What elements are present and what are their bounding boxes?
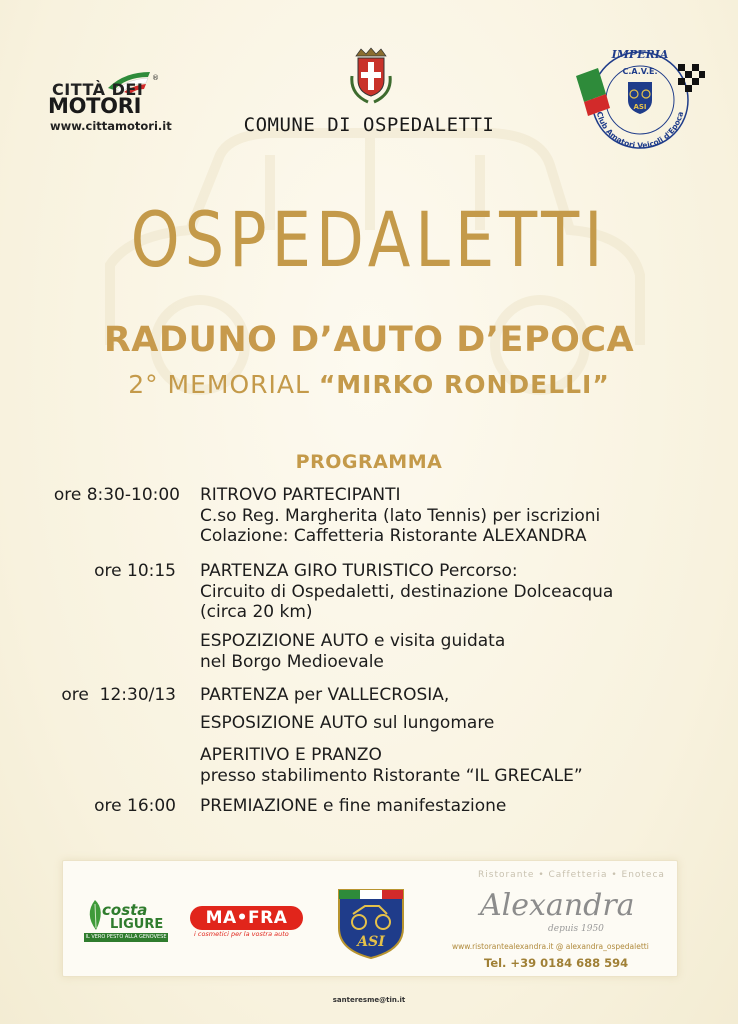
mafra-logo <box>190 906 305 940</box>
alexandra-since: depuis 1950 <box>548 924 604 934</box>
asi-shield-logo <box>335 884 407 960</box>
alexandra-services: Ristorante • Caffetteria • Enoteca <box>478 870 665 880</box>
ospedaletti-crest-icon <box>346 46 396 106</box>
event-subtitle: RADUNO D’AUTO D’EPOCA <box>103 320 635 360</box>
schedule-description <box>200 685 700 706</box>
cave-club-logo <box>574 42 706 162</box>
asi-label: ASI <box>357 934 385 950</box>
comune-title: COMUNE DI OSPEDALETTI <box>243 114 495 136</box>
alexandra-web: www.ristorantealexandra.it @ alexandra_ospedaletti <box>452 942 649 951</box>
event-main-title: OSPEDALETTI <box>130 195 608 284</box>
motori-label: MOTORI <box>48 94 142 118</box>
schedule-time: ore 12:30/13 <box>61 685 176 705</box>
schedule-line: ESPOZIZIONE AUTO e visita guidata <box>200 631 506 651</box>
schedule-description <box>200 631 700 672</box>
schedule-time: ore 10:15 <box>94 561 176 581</box>
schedule-line: C.so Reg. Margherita (lato Tennis) per iscrizioni <box>200 505 601 526</box>
schedule-line: PARTENZA GIRO TURISTICO Percorso: <box>200 561 518 581</box>
schedule-line: Colazione: Caffetteria Ristorante ALEXANDRA <box>200 526 587 546</box>
schedule-description <box>200 713 700 734</box>
citta-dei-label: CITTÀ DEI <box>52 80 144 99</box>
alexandra-name: Alexandra <box>480 888 635 923</box>
mafra-name: MA•FRA <box>190 906 303 930</box>
programma-heading: PROGRAMMA <box>295 451 443 473</box>
schedule-line: RITROVO PARTECIPANTI <box>200 485 401 505</box>
ligure-label: LIGURE <box>110 917 164 932</box>
schedule-time: ore 16:00 <box>94 796 176 816</box>
schedule-line: ESPOSIZIONE AUTO sul lungomare <box>200 713 495 733</box>
club-arc-label: Club Amatori Veicoli d'Epoca <box>594 110 686 151</box>
svg-text:Club Amatori Veicoli d'Epoca <box>595 111 685 150</box>
schedule-line: Circuito di Ospedaletti, destinazione Dolceacqua <box>200 581 614 602</box>
costa-label: costa <box>102 901 148 919</box>
citta-motori-url: www.cittamotori.it <box>50 119 172 133</box>
memorial-prefix: 2° MEMORIAL <box>128 370 319 399</box>
alexandra-phone: Tel. +39 0184 688 594 <box>484 956 629 970</box>
costa-tagline: IL VERO PESTO ALLA GENOVESE <box>85 934 167 940</box>
club-asi-mark: ASI <box>633 103 647 111</box>
schedule-description <box>200 745 700 786</box>
schedule-description <box>200 796 700 817</box>
schedule-line: APERITIVO E PRANZO <box>200 745 382 765</box>
memorial-title <box>0 370 738 399</box>
schedule-line: presso stabilimento Ristorante “IL GRECALE” <box>200 765 583 786</box>
club-code-label: C.A.V.E. <box>622 67 658 76</box>
contact-email: santeresme@tin.it <box>332 996 406 1004</box>
schedule-line: (circa 20 km) <box>200 602 313 622</box>
svg-text:®: ® <box>152 74 159 82</box>
schedule-line: PREMIAZIONE e fine manifestazione <box>200 796 507 816</box>
schedule-line: PARTENZA per VALLECROSIA, <box>200 685 450 705</box>
schedule-description <box>200 561 700 623</box>
schedule-line: nel Borgo Medioevale <box>200 651 384 672</box>
schedule-time: ore 8:30-10:00 <box>53 485 180 505</box>
schedule-description <box>200 485 700 547</box>
memorial-name: “MIRKO RONDELLI” <box>318 370 610 399</box>
costa-ligure-logo <box>84 898 172 944</box>
mafra-tagline: i cosmetici per la vostra auto <box>194 930 289 938</box>
club-imperia-label: IMPERIA <box>611 48 669 61</box>
